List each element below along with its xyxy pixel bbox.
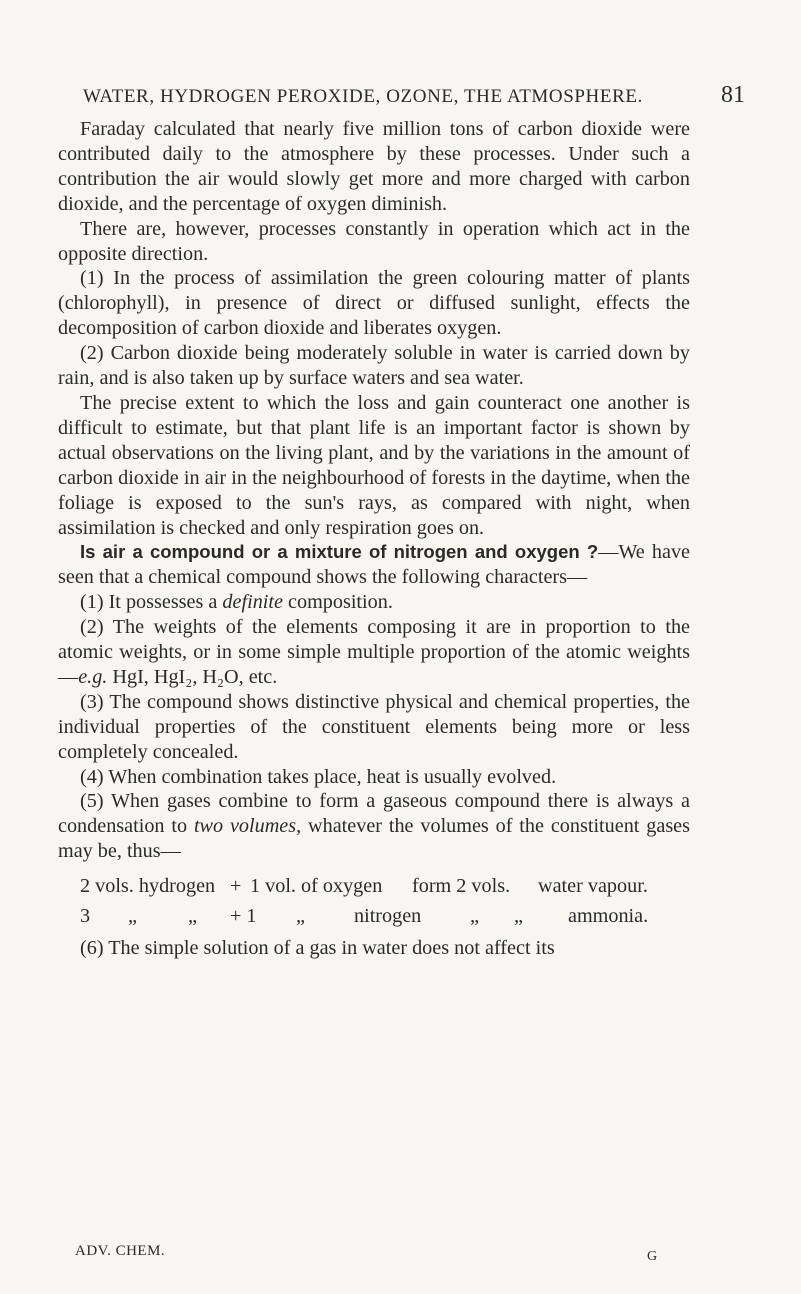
character-5-emphasis: two volumes	[193, 815, 297, 838]
running-title: WATER, HYDROGEN PEROXIDE, OZONE, THE ATMOSPHERE.	[83, 86, 643, 107]
character-3: (3) The compound shows distinctive physical and chemical properties, the individual properties of the constituent elements being more or less completely concealed.	[58, 690, 690, 763]
character-1-text-end: composition.	[282, 591, 393, 614]
character-5-text-end: , whatever the volumes of the constituent gases may be, thus—	[58, 815, 690, 863]
paragraph-faraday: Faraday calculated that nearly five million tons of carbon dioxide were contributed daily to the atmosphere by these processes. Under such a contribution the air would slowly get more and more charged with carbon dioxide, and the percentage of oxygen diminish.	[58, 118, 690, 215]
equation-2-ditto-4: „	[470, 905, 479, 928]
character-1	[58, 590, 690, 615]
page-body	[58, 117, 690, 961]
signature-mark: G	[647, 1249, 658, 1264]
section-heading-continuation: —We have seen that a chemical compound shows the following characters—	[58, 541, 690, 589]
running-header	[83, 82, 745, 108]
paragraph-loss-and-gain: The precise extent to which the loss and gain counteract one another is difficult to estimate, but that plant life is an important factor is shown by actual observations on the living plant, and by the variations in the amount of carbon dioxide in air in the neighbourhood of forests in the daytime, when the foliage is exposed to the sun's rays, as compared with night, when assimilation is checked and only respiration goes on.	[58, 391, 690, 539]
paragraph-carbon-dioxide-solubility: (2) Carbon dioxide being moderately soluble in water is carried down by rain, and is also taken up by surface waters and sea water.	[58, 342, 690, 390]
character-6: (6) The simple solution of a gas in water does not affect its	[80, 937, 555, 960]
page-footer	[75, 1243, 695, 1264]
equation-2-product: ammonia.	[568, 905, 649, 928]
equation-2-reactant-b: nitrogen	[354, 905, 422, 928]
character-5	[58, 789, 690, 864]
equation-1-reactant-a: 2 vols. hydrogen	[80, 875, 216, 898]
section-heading: Is air a compound or a mixture of nitrogen and oxygen ?	[80, 541, 599, 563]
equation-2-plus: + 1	[230, 905, 257, 928]
equation-1-product: water vapour.	[538, 875, 648, 898]
character-2-formulas: HgI, HgI₂, H₂O, etc.	[107, 665, 278, 688]
equation-ammonia	[58, 904, 690, 930]
paragraph-compound-or-mixture	[58, 540, 690, 590]
equation-2-ditto-1: „	[128, 905, 137, 928]
character-2	[58, 615, 690, 690]
equation-2-ditto-3: „	[296, 905, 305, 928]
character-1-text: (1) It possesses a	[80, 591, 223, 614]
equation-1-form: form 2 vols.	[412, 875, 511, 898]
character-5-text: (5) When gases combine to form a gaseous compound there is always a condensation to	[58, 790, 690, 838]
equation-2-ditto-5: „	[514, 905, 523, 928]
footer-book-title: ADV. CHEM.	[75, 1243, 166, 1259]
character-2-eg: e.g.	[78, 665, 108, 688]
character-1-emphasis: definite	[222, 591, 283, 614]
paragraph-assimilation: (1) In the process of assimilation the green colouring matter of plants (chlorophyll), in presence of direct or diffused sunlight, effects the decomposition of carbon dioxide and liberates oxygen.	[58, 267, 690, 340]
equation-2-ditto-2: „	[188, 905, 197, 928]
paragraph-opposite-processes: There are, however, processes constantly in operation which act in the opposite direction.	[58, 217, 690, 265]
equation-1-plus: +	[230, 875, 242, 898]
equation-2-reactant-a: 3	[80, 905, 91, 928]
page-number: 81	[721, 82, 745, 108]
equation-water	[58, 874, 690, 900]
equation-1-reactant-b: 1 vol. of oxygen	[250, 875, 383, 898]
character-4: (4) When combination takes place, heat is usually evolved.	[80, 765, 557, 788]
character-2-text: (2) The weights of the elements composing it are in proportion to the atomic weights, or in some simple multiple proportion of the atomic weights—	[58, 616, 690, 688]
